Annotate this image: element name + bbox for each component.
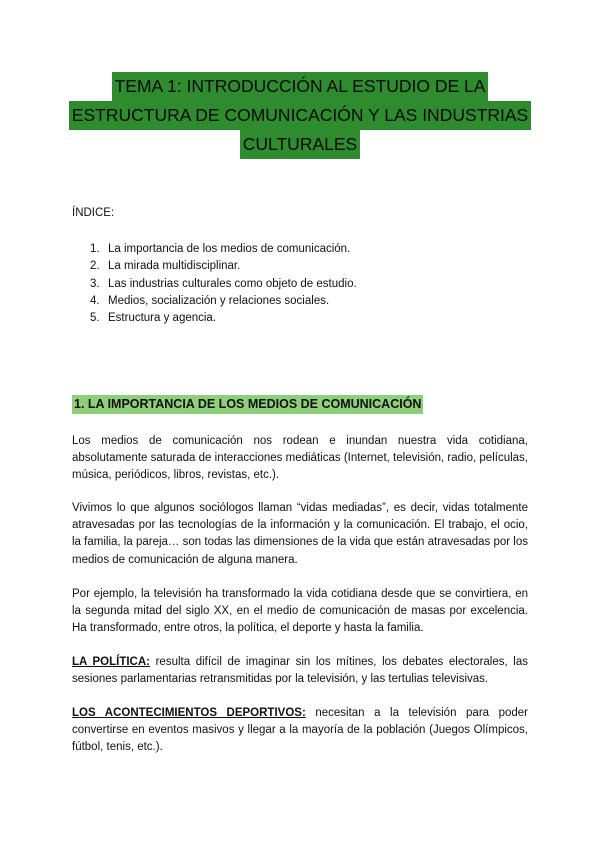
- paragraph-deportes-text: necesitan a la televisión para poder convertirse en eventos masivos y llegar a la mayoría de la población (Juegos Olímpicos, fútbol, tenis, etc.).: [72, 707, 528, 754]
- index-item-text: Estructura y agencia.: [108, 312, 217, 325]
- index-item-number: 4.: [90, 294, 100, 307]
- index-item-text: La importancia de los medios de comunicación.: [108, 243, 351, 255]
- keyword-deportes: LOS ACONTECIMIENTOS DEPORTIVOS:: [72, 707, 306, 719]
- index-item-number: 1.: [90, 243, 100, 255]
- paragraph-vidas-mediadas: Vivimos lo que algunos sociólogos llaman “vidas mediadas”, es decir, vidas totalmente atravesadas por las tecnologías de la información y la comunicación. El trabajo, el ocio, la familia, la pareja… son todas las dimensiones de la vida que están atravesadas por los medios de comunicación de alguna manera.: [72, 502, 528, 566]
- index-item: [72, 258, 357, 275]
- index-item: [72, 241, 357, 258]
- index-item-number: 2.: [90, 260, 100, 273]
- index-item: [72, 293, 357, 310]
- index-item-text: La mirada multidisciplinar.: [108, 260, 241, 273]
- paragraph-politica-text: resulta difícil de imaginar sin los mítines, los debates electorales, las sesiones parlamentarias retransmitidas por la televisión, y las tertulias televisivas.: [72, 656, 528, 686]
- index-item-number: 3.: [90, 277, 100, 290]
- title-line-2: ESTRUCTURA DE COMUNICACIÓN Y LAS INDUSTRIAS: [69, 101, 531, 130]
- keyword-politica: LA POLÍTICA:: [72, 656, 150, 668]
- index-list: [72, 241, 357, 327]
- index-item: [72, 276, 357, 293]
- paragraph-intro: Los medios de comunicación nos rodean e inundan nuestra vida cotidiana, absolutamente saturada de interacciones mediáticas (Internet, televisión, radio, películas, música, periódicos, libros, revistas, etc.).: [72, 435, 528, 482]
- index-item: [72, 310, 357, 327]
- index-label: ÍNDICE:: [72, 207, 115, 219]
- index-item-text: Las industrias culturales como objeto de estudio.: [108, 277, 357, 290]
- title-line-1: TEMA 1: INTRODUCCIÓN AL ESTUDIO DE LA: [112, 72, 489, 101]
- paragraph-politica: [72, 654, 528, 688]
- paragraph-deportes: [72, 705, 528, 757]
- title-line-3: CULTURALES: [240, 130, 360, 159]
- document-title: [0, 72, 600, 159]
- section-heading: 1. LA IMPORTANCIA DE LOS MEDIOS DE COMUNICACIÓN: [72, 395, 423, 414]
- index-item-text: Medios, socialización y relaciones sociales.: [108, 294, 330, 307]
- index-item-number: 5.: [90, 312, 100, 325]
- paragraph-television: Por ejemplo, la televisión ha transformado la vida cotidiana desde que se convirtiera, en la segunda mitad del siglo XX, en el medio de comunicación de masas por excelencia. Ha transformado, entre otros, la política, el deporte y hasta la familia.: [72, 588, 528, 635]
